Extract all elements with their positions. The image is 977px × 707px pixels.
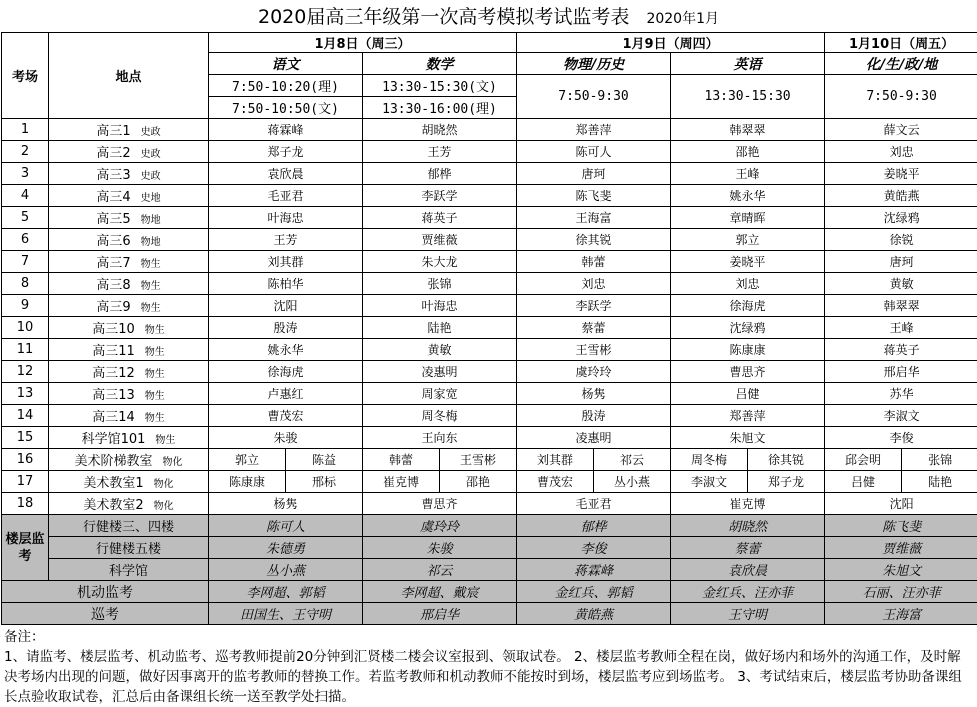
invigilator-english: 沈绿鸦 (671, 317, 825, 339)
mobile-math: 李网超、戴宸 (363, 581, 517, 603)
invigilator-elective: 韩翠翠 (825, 295, 977, 317)
sheet-title (0, 0, 977, 32)
room-number: 6 (2, 229, 49, 251)
day1-header: 1月8日（周三） (209, 33, 517, 53)
patrol-english: 王守明 (671, 603, 825, 625)
subject-physics-history: 物理/历史 (517, 53, 671, 75)
invigilator-physics-history: 徐其锐 (517, 229, 671, 251)
subject-math: 数学 (363, 53, 517, 75)
room-number: 10 (2, 317, 49, 339)
floor-location: 行健楼五楼 (49, 537, 209, 559)
location-name: 高三10 (92, 322, 135, 337)
invigilator-chinese: 袁欣晨 (209, 163, 363, 185)
invigilator-chinese: 叶海忠 (209, 207, 363, 229)
invigilator-math: 叶海忠 (363, 295, 517, 317)
room-number: 17 (2, 471, 49, 493)
room-number: 7 (2, 251, 49, 273)
room-number: 15 (2, 427, 49, 449)
floor-english: 胡晓然 (671, 515, 825, 537)
invigilator-chinese: 卢惠红 (209, 383, 363, 405)
location-subject-combo: 物地 (141, 237, 161, 248)
location-name: 高三5 (96, 212, 130, 227)
invigilator-chinese-a: 陈康康 (209, 471, 286, 493)
room-location (49, 185, 209, 207)
room-number: 18 (2, 493, 49, 515)
location-subject-combo: 物生 (141, 303, 161, 314)
patrol-chinese: 田国生、王守明 (209, 603, 363, 625)
invigilator-chinese: 姚永华 (209, 339, 363, 361)
room-header: 考场 (2, 33, 49, 119)
location-name: 美术阶梯教室 (74, 454, 152, 469)
invigilator-english: 王峰 (671, 163, 825, 185)
invigilator-elective: 黄皓燕 (825, 185, 977, 207)
room-location (49, 273, 209, 295)
invigilator-elective: 李淑文 (825, 405, 977, 427)
mobile-label: 机动监考 (2, 581, 209, 603)
room-number: 4 (2, 185, 49, 207)
patrol-label: 巡考 (2, 603, 209, 625)
invigilator-english: 陈康康 (671, 339, 825, 361)
time-physics-history: 7:50-9:30 (517, 75, 671, 119)
invigilator-chinese-a: 郭立 (209, 449, 286, 471)
location-name: 高三14 (92, 410, 135, 425)
mobile-row (2, 581, 977, 603)
location-subject-combo: 物生 (145, 413, 165, 424)
invigilator-math: 朱大龙 (363, 251, 517, 273)
room-number: 11 (2, 339, 49, 361)
floor-math: 朱骏 (363, 537, 517, 559)
location-subject-combo: 物生 (155, 435, 175, 446)
floor-chinese: 朱德勇 (209, 537, 363, 559)
invigilator-elective: 薛文云 (825, 119, 977, 141)
invigilator-english: 吕健 (671, 383, 825, 405)
floor-elective: 朱旭文 (825, 559, 977, 581)
room-location (49, 251, 209, 273)
subject-english: 英语 (671, 53, 825, 75)
location-name: 高三4 (96, 190, 130, 205)
invigilator-elective: 邢启华 (825, 361, 977, 383)
floor-physics-history: 李俊 (517, 537, 671, 559)
location-subject-combo: 物生 (145, 347, 165, 358)
location-subject-combo: 史政 (141, 127, 161, 138)
mobile-physics-history: 金红兵、郭韬 (517, 581, 671, 603)
invigilator-physics-history-b: 祁云 (594, 449, 671, 471)
table-row (2, 295, 977, 317)
title-date: 2020年1月 (646, 11, 719, 27)
location-subject-combo: 物生 (141, 281, 161, 292)
floor-physics-history: 郁桦 (517, 515, 671, 537)
table-row (2, 251, 977, 273)
floor-location: 科学馆 (49, 559, 209, 581)
table-row (2, 471, 977, 493)
invigilator-physics-history: 蔡蕾 (517, 317, 671, 339)
subject-chinese: 语文 (209, 53, 363, 75)
floor-elective: 陈飞斐 (825, 515, 977, 537)
room-number: 5 (2, 207, 49, 229)
room-number: 9 (2, 295, 49, 317)
room-location (49, 141, 209, 163)
room-number: 1 (2, 119, 49, 141)
room-location (49, 163, 209, 185)
location-subject-combo: 物生 (145, 391, 165, 402)
room-location (49, 361, 209, 383)
invigilator-elective: 沈阳 (825, 493, 977, 515)
room-location (49, 119, 209, 141)
invigilator-elective: 苏华 (825, 383, 977, 405)
invigilator-math-b: 邵艳 (440, 471, 517, 493)
table-row (2, 207, 977, 229)
invigilator-chinese: 郑子龙 (209, 141, 363, 163)
location-name: 高三7 (96, 256, 130, 271)
invigilator-elective-a: 吕健 (825, 471, 902, 493)
location-name: 高三8 (96, 278, 130, 293)
invigilator-physics-history-a: 曹茂宏 (517, 471, 594, 493)
invigilator-elective: 王峰 (825, 317, 977, 339)
invigilator-chinese: 陈柏华 (209, 273, 363, 295)
table-row (2, 449, 977, 471)
room-location (49, 471, 209, 493)
table-row (2, 427, 977, 449)
invigilator-english: 徐海虎 (671, 295, 825, 317)
mobile-chinese: 李网超、郭韬 (209, 581, 363, 603)
invigilator-chinese: 蒋霖峰 (209, 119, 363, 141)
table-row (2, 273, 977, 295)
invigilator-english: 章晴晖 (671, 207, 825, 229)
invigilator-english: 姚永华 (671, 185, 825, 207)
invigilator-english: 刘忠 (671, 273, 825, 295)
room-number: 14 (2, 405, 49, 427)
invigilator-elective: 黄敏 (825, 273, 977, 295)
invigilator-physics-history: 毛亚君 (517, 493, 671, 515)
invigilator-chinese: 曹茂宏 (209, 405, 363, 427)
table-row (2, 405, 977, 427)
invigilator-english: 邵艳 (671, 141, 825, 163)
table-row (2, 493, 977, 515)
location-subject-combo: 物化 (163, 457, 183, 468)
room-location (49, 317, 209, 339)
invigilator-english-a: 李淑文 (671, 471, 748, 493)
invigilator-physics-history: 殷涛 (517, 405, 671, 427)
invigilator-elective: 李俊 (825, 427, 977, 449)
invigilator-chinese: 毛亚君 (209, 185, 363, 207)
location-subject-combo: 物化 (154, 501, 174, 512)
location-name: 高三13 (92, 388, 135, 403)
invigilator-chinese: 杨隽 (209, 493, 363, 515)
floor-physics-history: 蒋霖峰 (517, 559, 671, 581)
invigilator-physics-history: 韩蕾 (517, 251, 671, 273)
patrol-physics-history: 黄皓燕 (517, 603, 671, 625)
notes-heading: 备注： (4, 627, 974, 647)
invigilator-physics-history: 杨隽 (517, 383, 671, 405)
location-name: 高三2 (96, 146, 130, 161)
invigilator-math: 张锦 (363, 273, 517, 295)
invigilator-elective: 唐珂 (825, 251, 977, 273)
invigilator-chinese: 刘其群 (209, 251, 363, 273)
table-row (2, 163, 977, 185)
table-row (2, 383, 977, 405)
invigilator-elective-a: 邱会明 (825, 449, 902, 471)
invigilator-physics-history: 陈可人 (517, 141, 671, 163)
invigilator-english: 朱旭文 (671, 427, 825, 449)
time-math-li: 13:30-16:00(理) (363, 97, 517, 119)
room-location (49, 405, 209, 427)
invigilator-english-b: 徐其锐 (748, 449, 825, 471)
invigilator-math: 周家宽 (363, 383, 517, 405)
invigilator-chinese: 王芳 (209, 229, 363, 251)
floor-row (2, 515, 977, 537)
table-row (2, 229, 977, 251)
location-header: 地点 (49, 33, 209, 119)
day2-header: 1月9日（周四） (517, 33, 825, 53)
invigilator-math: 陆艳 (363, 317, 517, 339)
room-location (49, 383, 209, 405)
invigilator-chinese: 朱骏 (209, 427, 363, 449)
table-row (2, 185, 977, 207)
invigilator-physics-history: 王海富 (517, 207, 671, 229)
invigilator-english: 郑善萍 (671, 405, 825, 427)
location-subject-combo: 物化 (154, 479, 174, 490)
invigilator-physics-history: 王雪彬 (517, 339, 671, 361)
time-elective: 7:50-9:30 (825, 75, 977, 119)
floor-english: 袁欣晨 (671, 559, 825, 581)
room-number: 12 (2, 361, 49, 383)
floor-chinese: 丛小燕 (209, 559, 363, 581)
room-number: 3 (2, 163, 49, 185)
table-row (2, 141, 977, 163)
location-name: 美术教室2 (83, 498, 143, 513)
room-number: 13 (2, 383, 49, 405)
invigilator-elective: 徐锐 (825, 229, 977, 251)
table-row (2, 317, 977, 339)
invigilator-chinese-b: 陈益 (286, 449, 363, 471)
room-location (49, 339, 209, 361)
invigilator-math: 周冬梅 (363, 405, 517, 427)
invigilator-physics-history: 虞玲玲 (517, 361, 671, 383)
invigilator-english-a: 周冬梅 (671, 449, 748, 471)
title-text: 2020届高三年级第一次高考模拟考试监考表 (258, 6, 629, 28)
invigilator-physics-history: 刘忠 (517, 273, 671, 295)
invigilator-physics-history-b: 丛小燕 (594, 471, 671, 493)
room-number: 2 (2, 141, 49, 163)
patrol-math: 邢启华 (363, 603, 517, 625)
room-location (49, 229, 209, 251)
floor-elective: 贾维薇 (825, 537, 977, 559)
floor-row (2, 537, 977, 559)
location-name: 高三6 (96, 234, 130, 249)
invigilator-english: 姜晓平 (671, 251, 825, 273)
location-name: 高三3 (96, 168, 130, 183)
time-english: 13:30-15:30 (671, 75, 825, 119)
invigilator-physics-history: 陈飞斐 (517, 185, 671, 207)
invigilator-english: 郭立 (671, 229, 825, 251)
location-subject-combo: 物地 (141, 215, 161, 226)
invigilator-chinese-b: 邢标 (286, 471, 363, 493)
invigilator-math: 李跃学 (363, 185, 517, 207)
location-name: 高三12 (92, 366, 135, 381)
invigilator-math: 蒋英子 (363, 207, 517, 229)
location-name: 科学馆101 (82, 432, 146, 447)
invigilator-english: 曹思齐 (671, 361, 825, 383)
room-location (49, 427, 209, 449)
invigilator-elective-b: 陆艳 (902, 471, 977, 493)
subject-elective: 化/生/政/地 (825, 53, 977, 75)
invigilator-math: 黄敏 (363, 339, 517, 361)
invigilator-math: 贾维薇 (363, 229, 517, 251)
invigilator-math: 王芳 (363, 141, 517, 163)
invigilator-physics-history: 凌惠明 (517, 427, 671, 449)
time-chinese-li: 7:50-10:20(理) (209, 75, 363, 97)
invigilator-math: 郁桦 (363, 163, 517, 185)
invigilator-math: 凌惠明 (363, 361, 517, 383)
table-row (2, 119, 977, 141)
floor-chinese: 陈可人 (209, 515, 363, 537)
invigilation-table (1, 32, 977, 625)
mobile-elective: 石丽、汪亦菲 (825, 581, 977, 603)
invigilator-physics-history: 郑善萍 (517, 119, 671, 141)
location-name: 高三11 (92, 344, 135, 359)
patrol-row (2, 603, 977, 625)
invigilator-math-a: 韩蕾 (363, 449, 440, 471)
invigilator-chinese: 沈阳 (209, 295, 363, 317)
room-location (49, 295, 209, 317)
invigilator-math: 曹思齐 (363, 493, 517, 515)
notes-text: 1、请监考、楼层监考、机动监考、巡考教师提前20分钟到汇贤楼二楼会议室报到、领取试卷。 2、楼层监考教师全程在岗，做好场内和场外的沟通工作，及时解决考场内出现的问题，做好因事离开的监考教师的替换工作。若监考教师和机动教师不能按时到场，楼层监考应到场监考。 3、考试结束后，楼层监考协助备课组长点验收取试卷，汇总后由备课组长统一送至教学处扫描。 (4, 647, 974, 707)
invigilator-english: 韩翠翠 (671, 119, 825, 141)
invigilator-math-a: 崔克博 (363, 471, 440, 493)
floor-english: 蔡蕾 (671, 537, 825, 559)
time-math-wen: 13:30-15:30(文) (363, 75, 517, 97)
notes-block (4, 627, 974, 707)
invigilator-math: 胡晓然 (363, 119, 517, 141)
room-location (49, 449, 209, 471)
location-subject-combo: 物生 (141, 259, 161, 270)
location-subject-combo: 史政 (141, 149, 161, 160)
floor-row (2, 559, 977, 581)
floor-math: 虞玲玲 (363, 515, 517, 537)
room-number: 8 (2, 273, 49, 295)
floor-label: 楼层监考 (2, 515, 49, 581)
invigilator-elective: 蒋英子 (825, 339, 977, 361)
invigilator-physics-history: 唐珂 (517, 163, 671, 185)
invigilator-english: 崔克博 (671, 493, 825, 515)
invigilator-english-b: 郑子龙 (748, 471, 825, 493)
table-row (2, 339, 977, 361)
patrol-elective: 王海富 (825, 603, 977, 625)
room-location (49, 207, 209, 229)
invigilator-physics-history: 李跃学 (517, 295, 671, 317)
floor-location: 行健楼三、四楼 (49, 515, 209, 537)
time-chinese-wen: 7:50-10:50(文) (209, 97, 363, 119)
room-location (49, 493, 209, 515)
invigilator-math: 王向东 (363, 427, 517, 449)
invigilator-elective-b: 张锦 (902, 449, 977, 471)
location-subject-combo: 史政 (141, 171, 161, 182)
invigilator-elective: 刘忠 (825, 141, 977, 163)
location-name: 高三9 (96, 300, 130, 315)
invigilator-elective: 姜晓平 (825, 163, 977, 185)
room-number: 16 (2, 449, 49, 471)
location-subject-combo: 史地 (141, 193, 161, 204)
mobile-english: 金红兵、汪亦菲 (671, 581, 825, 603)
invigilator-math-b: 王雪彬 (440, 449, 517, 471)
location-name: 高三1 (96, 124, 130, 139)
invigilator-elective: 沈绿鸦 (825, 207, 977, 229)
location-name: 美术教室1 (83, 476, 143, 491)
day3-header: 1月10日（周五） (825, 33, 977, 53)
floor-math: 祁云 (363, 559, 517, 581)
invigilator-chinese: 徐海虎 (209, 361, 363, 383)
invigilator-physics-history-a: 刘其群 (517, 449, 594, 471)
location-subject-combo: 物生 (145, 325, 165, 336)
invigilator-chinese: 殷涛 (209, 317, 363, 339)
table-row (2, 361, 977, 383)
location-subject-combo: 物生 (145, 369, 165, 380)
